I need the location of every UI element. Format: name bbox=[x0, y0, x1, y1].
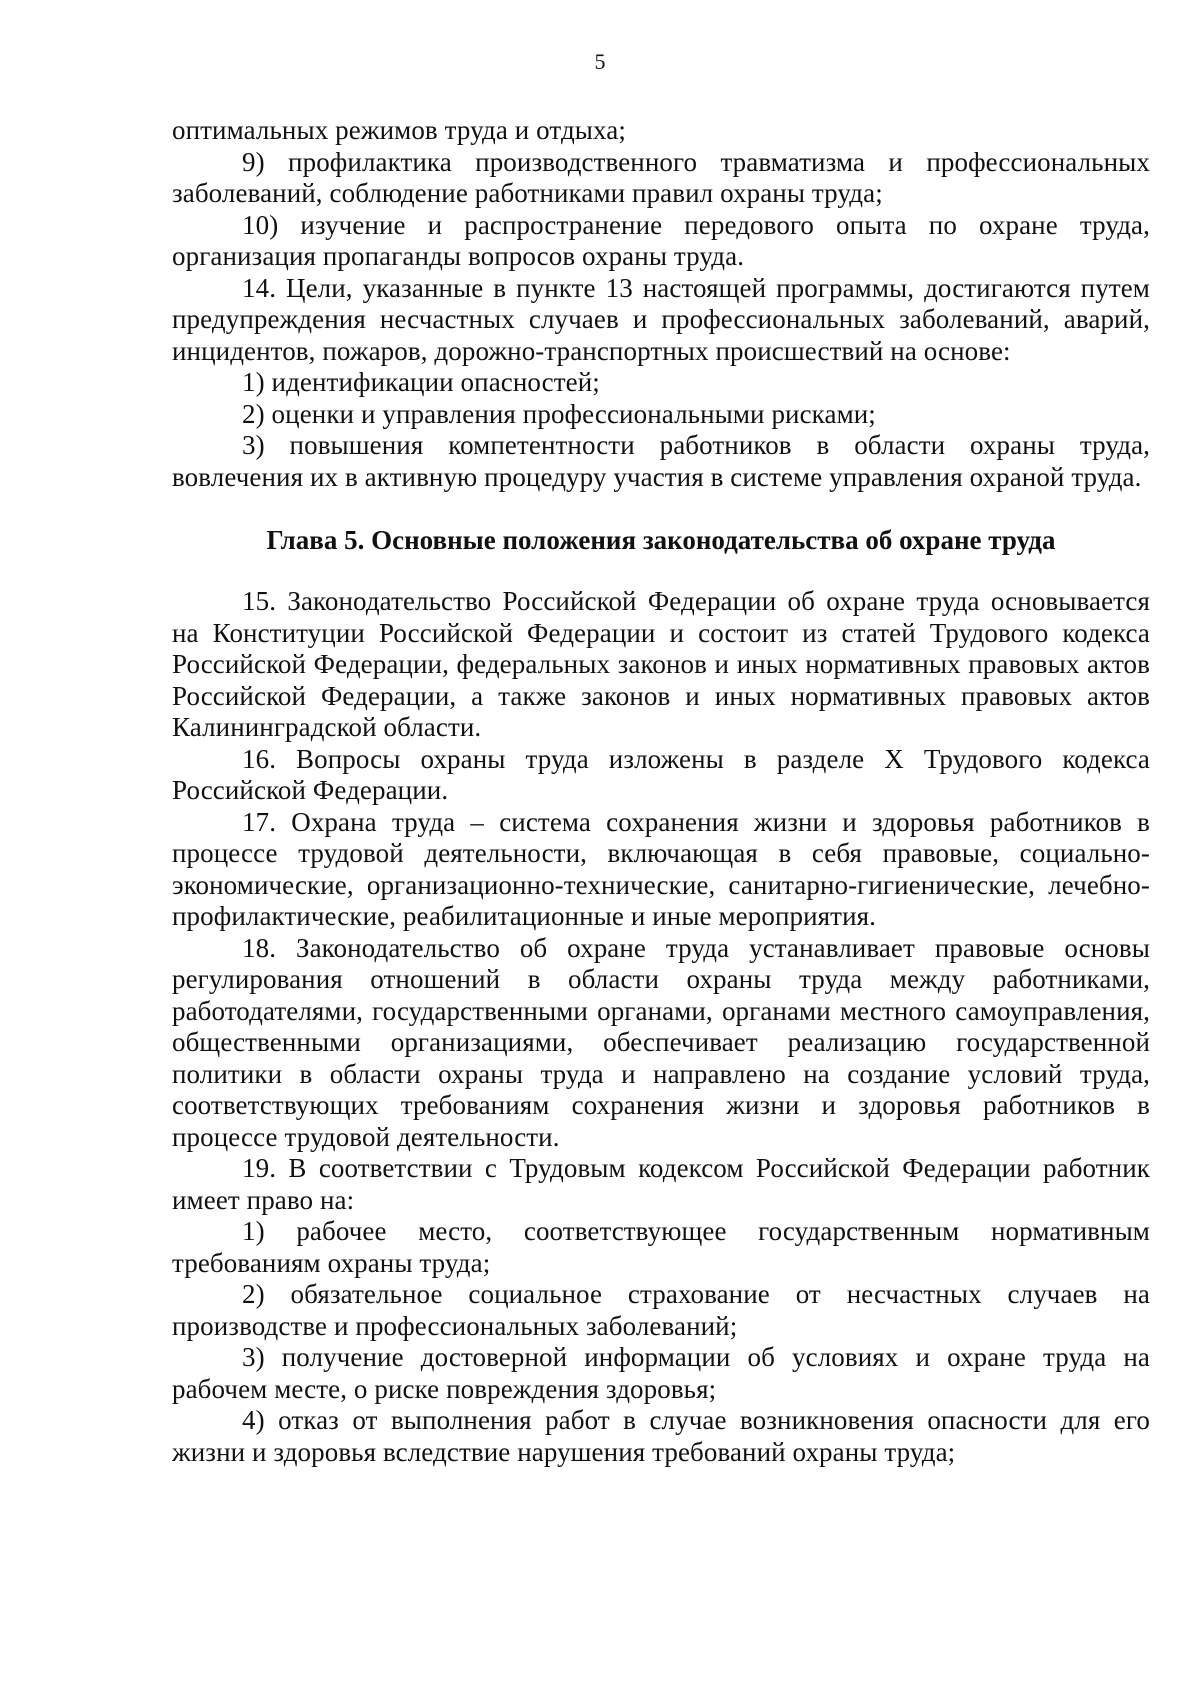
paragraph: 16. Вопросы охраны труда изложены в разделе X Трудового кодекса Российской Федерации. bbox=[172, 743, 1150, 805]
paragraph: 14. Цели, указанные в пункте 13 настоящей программы, достигаются путем предупреждения несчастных случаев и профессиональных заболеваний, аварий, инцидентов, пожаров, дорожно-транспортных происшествий на основе: bbox=[172, 272, 1150, 366]
list-item: 1) рабочее место, соответствующее государственным нормативным требованиям охраны труда; bbox=[172, 1216, 1150, 1278]
list-item: 9) профилактика производственного травматизма и профессиональных заболеваний, соблюдение работниками правил охраны труда; bbox=[172, 146, 1150, 208]
paragraph: 17. Охрана труда – система сохранения жизни и здоровья работников в процессе трудовой деятельности, включающая в себя правовые, социально-экономические, организационно-технические, санитарно-гигиенические, лечебно-профилактические, реабилитационные и иные мероприятия. bbox=[172, 806, 1150, 931]
list-item: 1) идентификации опасностей; bbox=[242, 367, 600, 397]
page-number: 5 bbox=[594, 49, 606, 74]
paragraph: 18. Законодательство об охране труда устанавливает правовые основы регулирования отношений в области охраны труда между работниками, работодателями, государственными органами, органами местного самоуправления, общественными организациями, обеспечивает реализацию государственной политики в области охраны труда и направлено на создание условий труда, соответствующих требованиям сохранения жизни и здоровья работников в процессе трудовой деятельности. bbox=[172, 932, 1150, 1152]
spacer bbox=[172, 493, 1150, 524]
list-item: 2) оценки и управления профессиональными рисками; bbox=[242, 398, 876, 429]
list-item: 3) повышения компетентности работников в области охраны труда, вовлечения их в активную процедуру участия в системе управления охраной труда. bbox=[172, 430, 1150, 492]
spacer bbox=[172, 556, 1150, 586]
chapter-heading: Глава 5. Основные положения законодательства об охране труда bbox=[266, 525, 1056, 555]
paragraph: оптимальных режимов труда и отдыха; bbox=[172, 115, 626, 145]
paragraph: 19. В соответствии с Трудовым кодексом Российской Федерации работник имеет право на: bbox=[172, 1153, 1150, 1215]
list-item: 2) обязательное социальное страхование от несчастных случаев на производстве и профессиональных заболеваний; bbox=[172, 1279, 1150, 1341]
list-item: 4) отказ от выполнения работ в случае возникновения опасности для его жизни и здоровья вследствие нарушения требований охраны труда; bbox=[172, 1405, 1150, 1467]
list-item: 3) получение достоверной информации об условиях и охране труда на рабочем месте, о риске повреждения здоровья; bbox=[172, 1342, 1150, 1404]
document-body bbox=[172, 115, 1150, 1468]
paragraph: 15. Законодательство Российской Федерации об охране труда основывается на Конституции Российской Федерации и состоит из статей Трудового кодекса Российской Федерации, федеральных законов и иных нормативных правовых актов Российской Федерации, а также законов и иных нормативных правовых актов Калининградской области. bbox=[172, 586, 1150, 742]
list-item: 10) изучение и распространение передового опыта по охране труда, организация пропаганды вопросов охраны труда. bbox=[172, 209, 1150, 271]
